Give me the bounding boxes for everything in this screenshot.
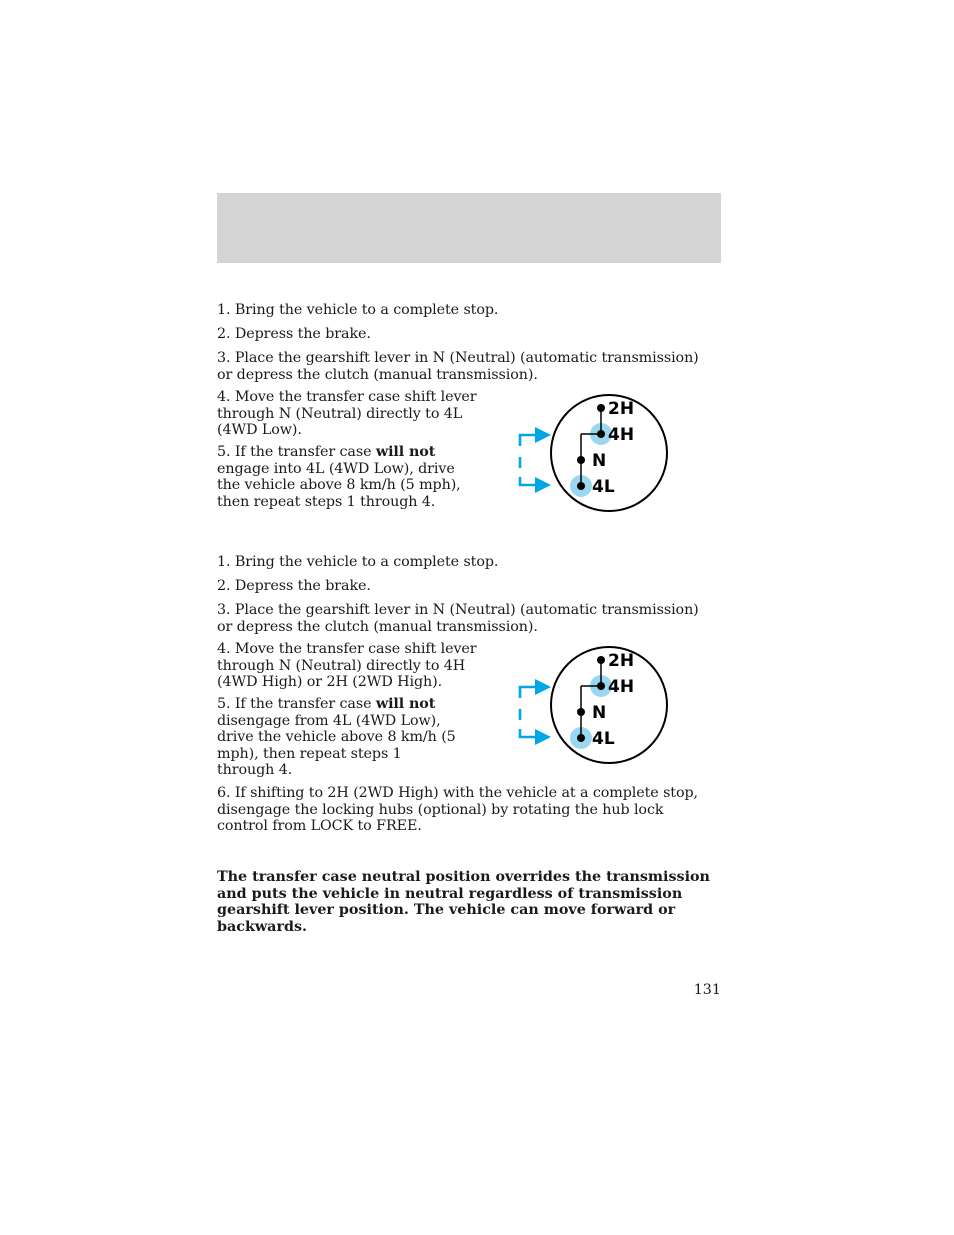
gear-label-2h: 2H (608, 651, 635, 671)
s1-step-2: 2. Depress the brake. (217, 326, 371, 342)
gear-dot-2h (597, 404, 605, 412)
dashed-bracket-arrow-icon (520, 679, 551, 745)
s2-step-5: 5. If the transfer case will not disengage from 4L (4WD Low), drive the vehicle above 8 km/h (5 mph), then repeat steps 1 through 4. (217, 696, 456, 778)
gear-dot-2h (597, 656, 605, 664)
s2-step-6: 6. If shifting to 2H (2WD High) with the vehicle at a complete stop, disengage the locking hubs (optional) by rotating the hub lock control from LOCK to FREE. (217, 785, 698, 834)
gear-label-n: N (592, 703, 607, 723)
dashed-bracket-arrow-icon (520, 427, 551, 493)
gear-label-n: N (592, 451, 607, 471)
s1-step-1: 1. Bring the vehicle to a complete stop. (217, 302, 499, 318)
gear-label-4h: 4H (608, 425, 635, 445)
gear-dot-4l (577, 734, 585, 742)
s2-step-3: 3. Place the gearshift lever in N (Neutral) (automatic transmission) or depress the clutch (manual transmission). (217, 602, 699, 635)
gear-label-4h: 4H (608, 677, 635, 697)
s1-step-3: 3. Place the gearshift lever in N (Neutral) (automatic transmission) or depress the clutch (manual transmission). (217, 350, 699, 383)
s2-step-2: 2. Depress the brake. (217, 578, 371, 594)
gear-dot-n (577, 456, 585, 464)
gear-label-4l: 4L (592, 477, 615, 497)
page-number: 131 (693, 982, 721, 998)
gear-dot-4h (597, 430, 605, 438)
shift-pattern-diagram-1 (505, 388, 675, 518)
gear-dot-4h (597, 682, 605, 690)
gear-dot-n (577, 708, 585, 716)
gear-dot-4l (577, 482, 585, 490)
gear-label-2h: 2H (608, 399, 635, 419)
s2-step-1: 1. Bring the vehicle to a complete stop. (217, 554, 499, 570)
s1-step-4: 4. Move the transfer case shift lever through N (Neutral) directly to 4L (4WD Low). (217, 389, 477, 438)
gear-label-4l: 4L (592, 729, 615, 749)
warning-note: The transfer case neutral position overrides the transmission and puts the vehicle in neutral regardless of transmission gearshift lever position. The vehicle can move forward or backwards. (217, 869, 710, 935)
shift-pattern-diagram-2 (505, 640, 675, 770)
s2-step-4: 4. Move the transfer case shift lever through N (Neutral) directly to 4H (4WD High) or 2H (2WD High). (217, 641, 477, 690)
s1-step-5: 5. If the transfer case will not engage into 4L (4WD Low), drive the vehicle above 8 km/h (5 mph), then repeat steps 1 through 4. (217, 444, 461, 510)
header-band (217, 193, 721, 263)
